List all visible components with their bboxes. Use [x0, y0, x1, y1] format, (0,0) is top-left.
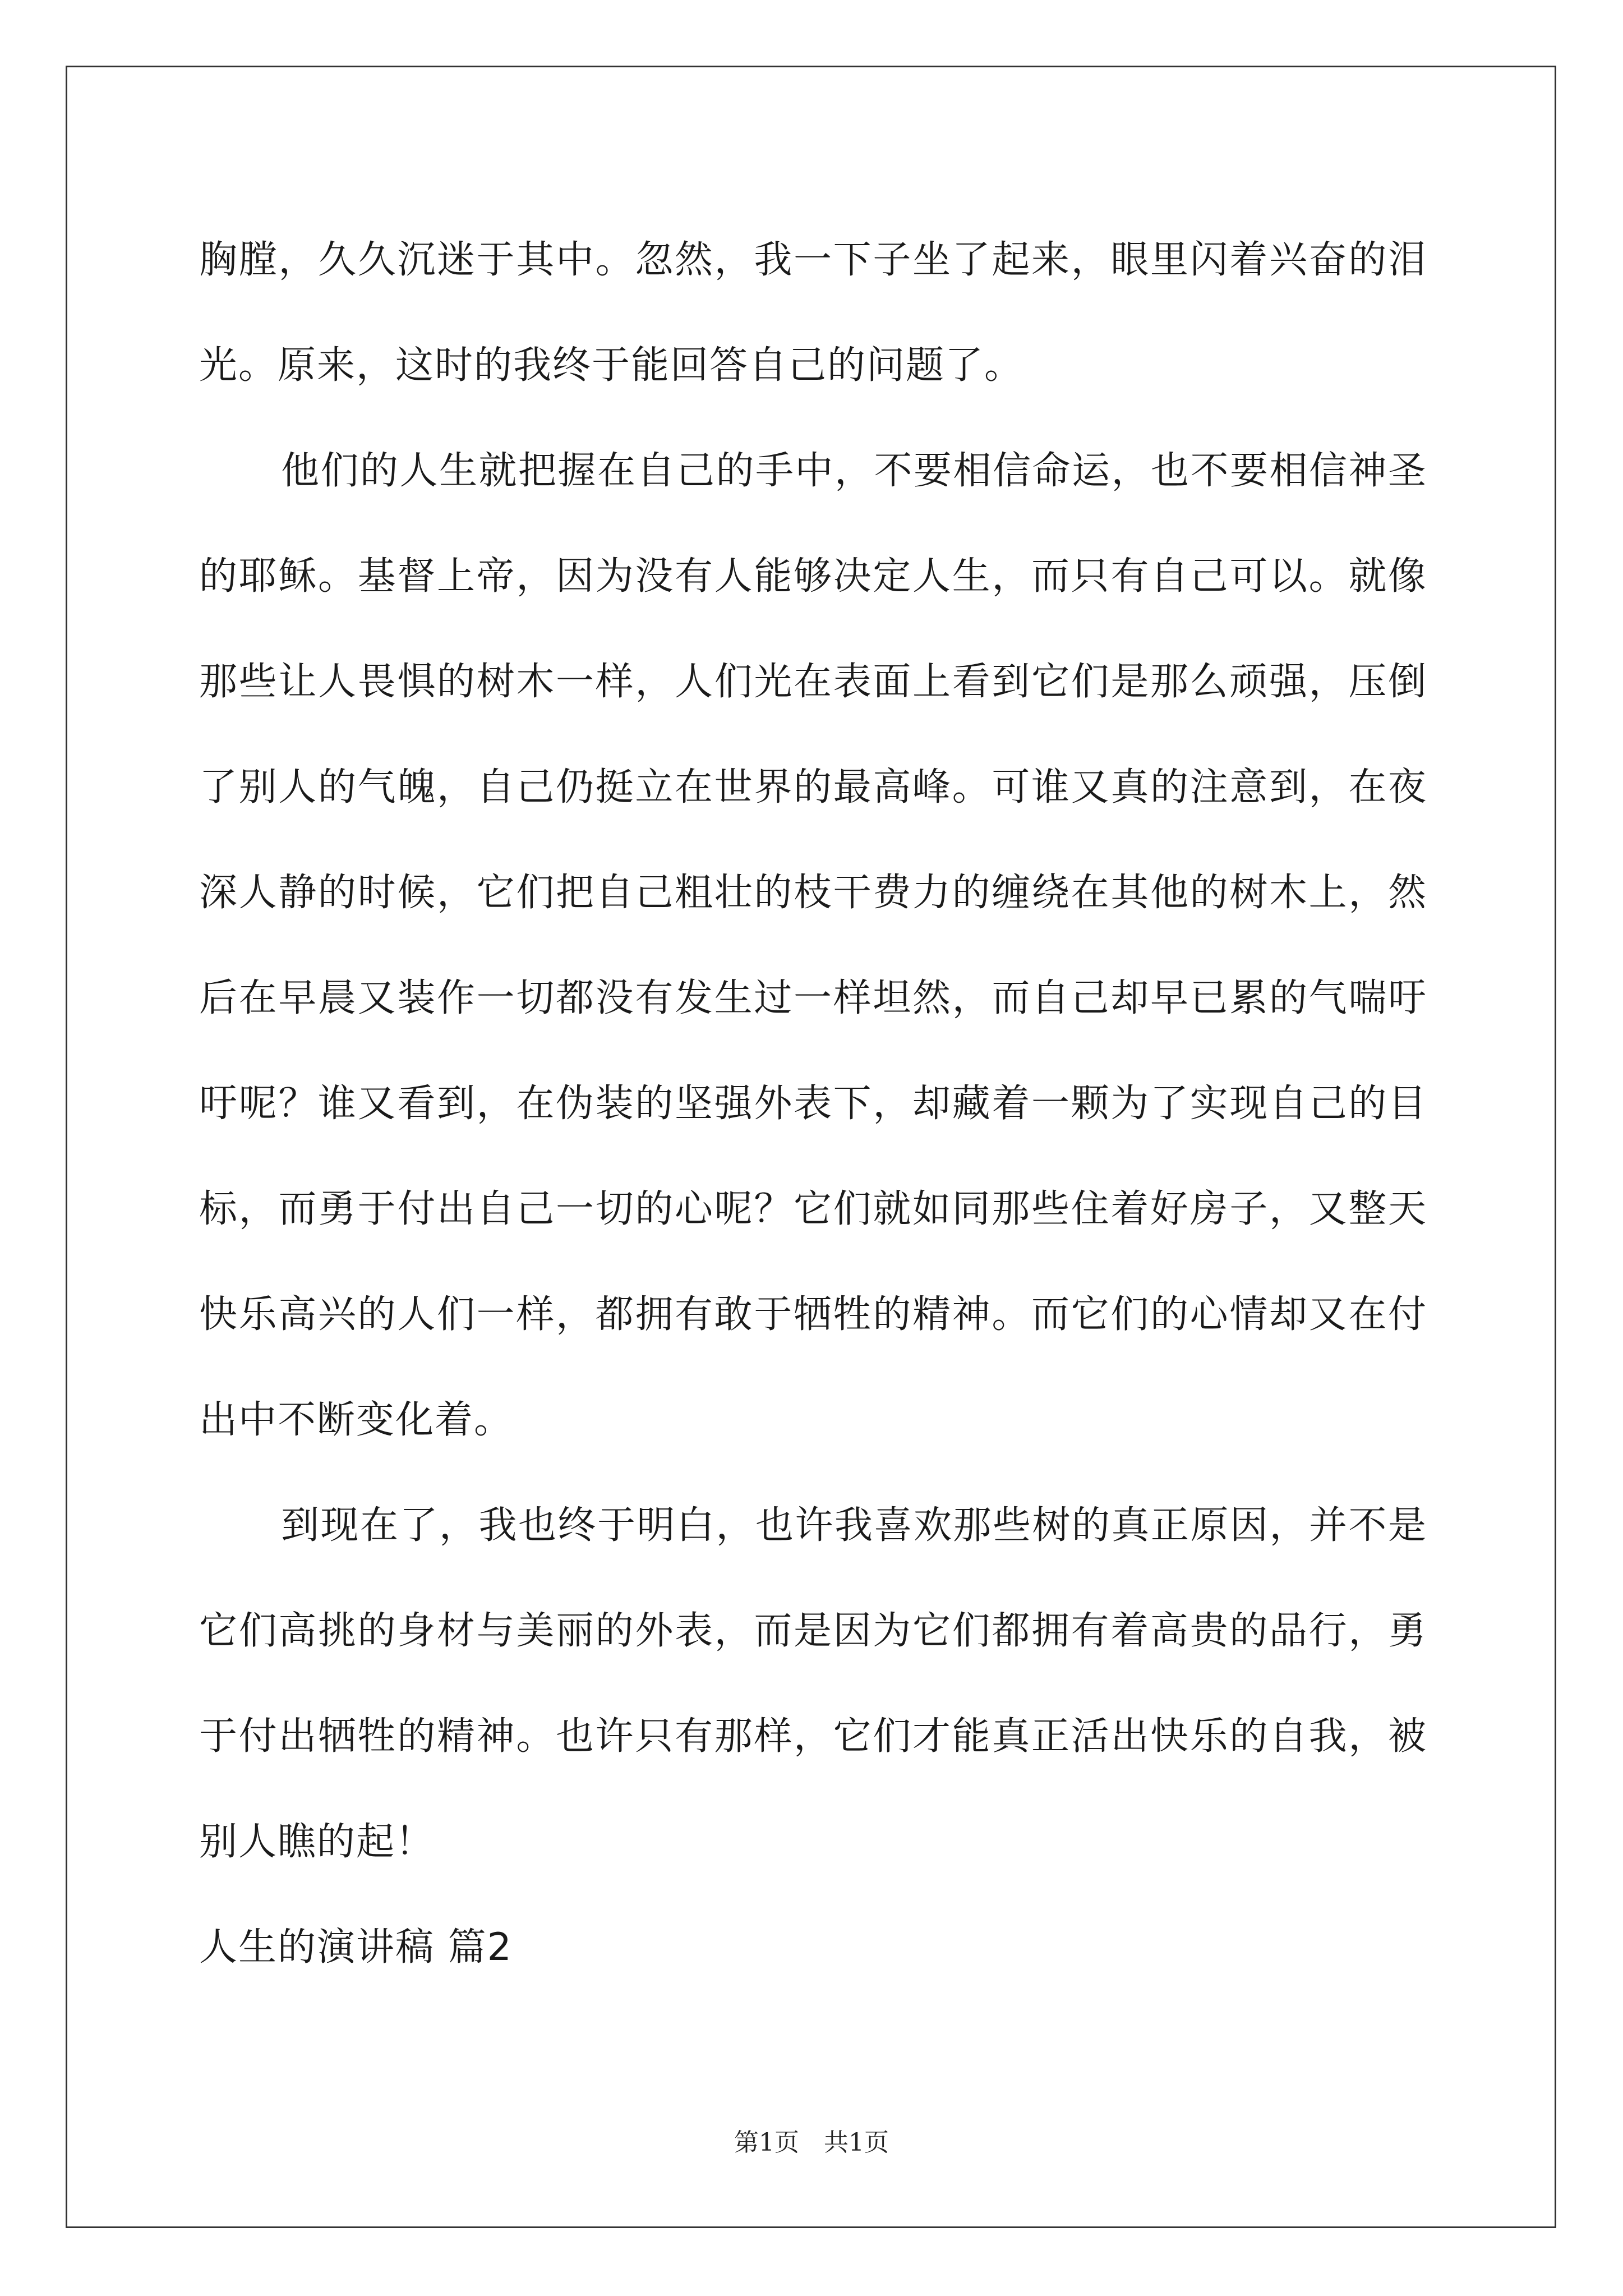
paragraph-1: 胸膛，久久沉迷于其中。忽然，我一下子坐了起来，眼里闪着兴奋的泪光。原来，这时的我终于能回答自己的问题了。	[199, 238, 1427, 388]
page-number-footer: 第1页 共1页	[734, 2128, 889, 2157]
paragraph-3: 到现在了，我也终于明白，也许我喜欢那些树的真正原因，并不是它们高挑的身材与美丽的外表，而是因为它们都拥有着高贵的品行，勇于付出牺牲的精神。也许只有那样，它们才能真正活出快乐的自我，被别人瞧的起！	[199, 1503, 1427, 1864]
paragraph-2: 他们的人生就把握在自己的手中，不要相信命运，也不要相信神圣的耶稣。基督上帝，因为没有人能够决定人生，而只有自己可以。就像那些让人畏惧的树木一样，人们光在表面上看到它们是那么顽强，压倒了别人的气魄，自己仍挺立在世界的最高峰。可谁又真的注意到，在夜深人静的时候，它们把自己粗壮的枝干费力的缠绕在其他的树木上，然后在早晨又装作一切都没有发生过一样坦然，而自己却早已累的气喘吁吁呢？谁又看到，在伪装的坚强外表下，却藏着一颗为了实现自己的目标，而勇于付出自己一切的心呢？它们就如同那些住着好房子，又整天快乐高兴的人们一样，都拥有敢于牺牲的精神。而它们的心情却又在付出中不断变化着。	[199, 449, 1427, 1442]
document-body	[199, 208, 1427, 2000]
section-heading: 人生的演讲稿 篇2	[199, 1925, 513, 1970]
